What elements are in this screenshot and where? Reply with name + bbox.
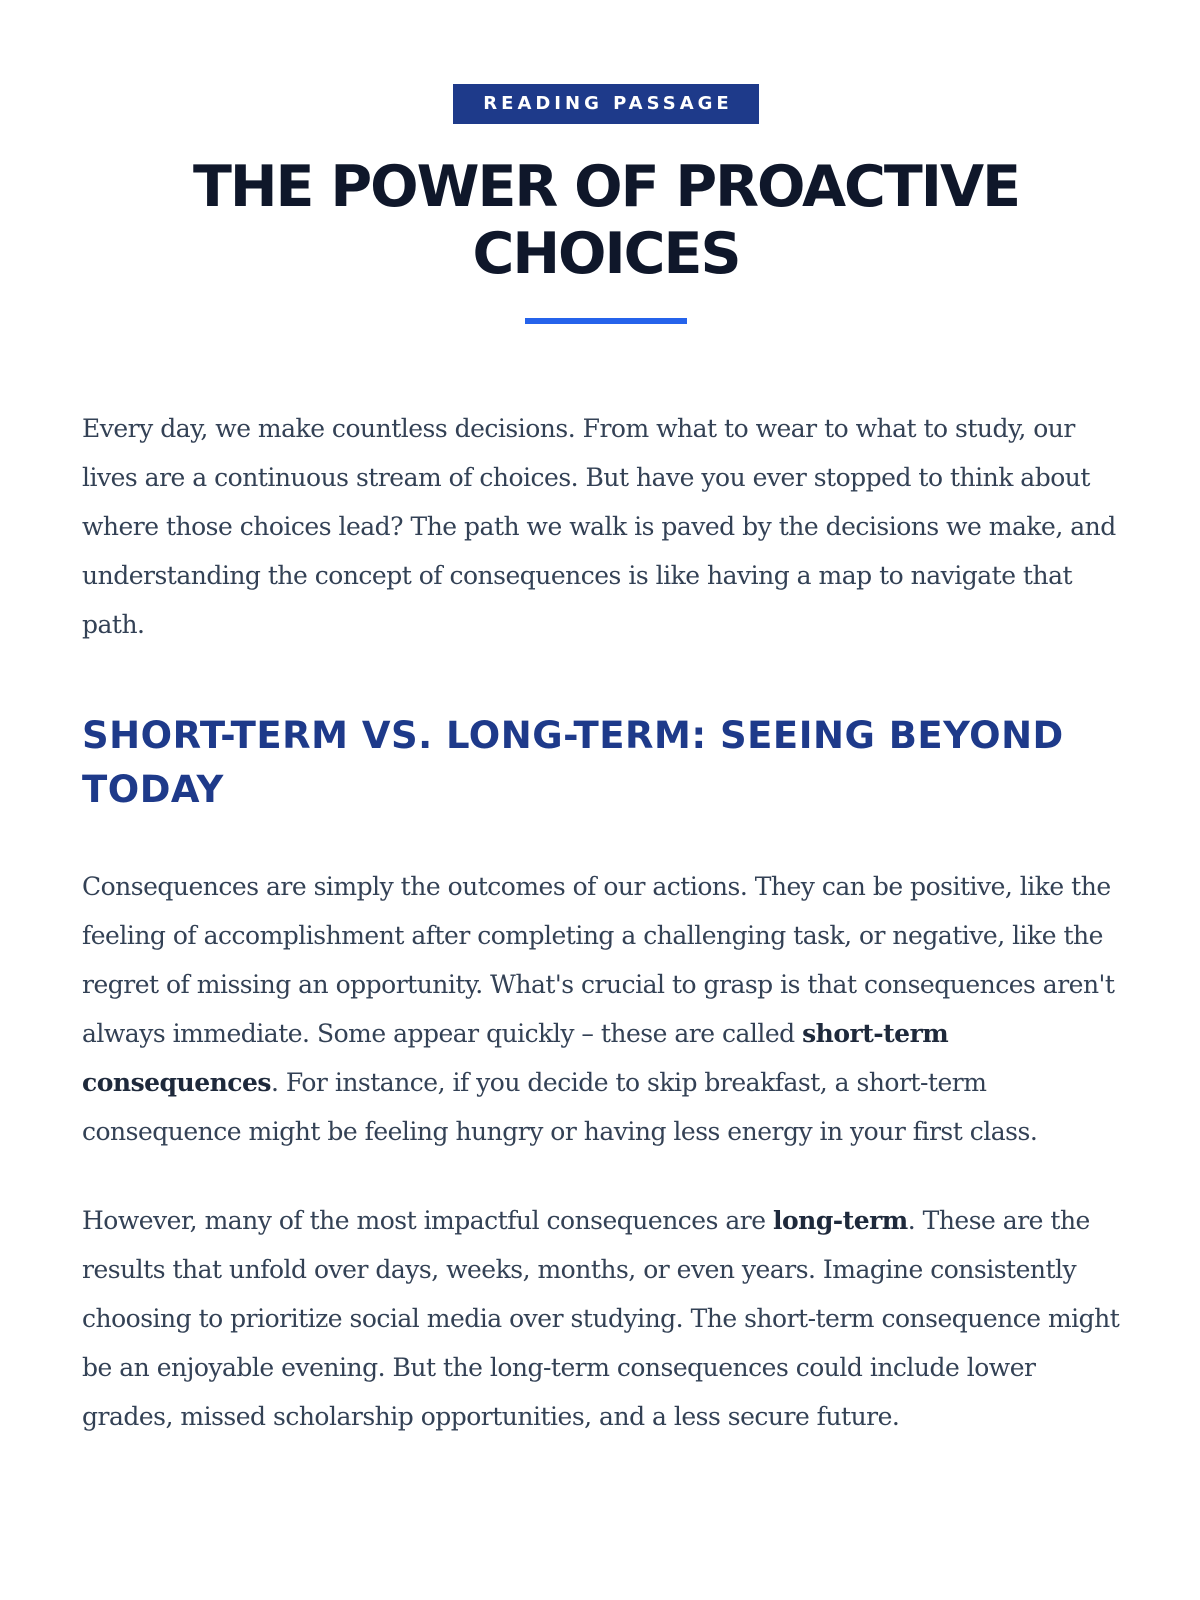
section-heading: SHORT-TERM VS. LONG-TERM: SEEING BEYOND TODAY — [82, 714, 1064, 811]
paragraph-text: . These are the results that unfold over days, weeks, months, or even years. Imagine consistently choosing to prioritize social media over studying. The short-term consequence might be an enjoyable evening. But the long-term consequences could include lower grades, missed scholarship opportunities, and a less secure future. — [82, 1206, 1120, 1431]
paragraph-text: However, many of the most impactful consequences are — [82, 1206, 773, 1235]
reading-passage — [82, 0, 1130, 1441]
page-title: THE POWER OF PROACTIVE CHOICES — [192, 154, 1020, 287]
paragraph-text: Consequences are simply the outcomes of our actions. They can be positive, like the feeling of accomplishment after completing a challenging task, or negative, like the regret of missing an opportunity. What's crucial to grasp is that consequences aren't always immediate. Some appear quickly – these are called — [82, 872, 1115, 1048]
bold-term-short-term: short-term consequences — [82, 1019, 949, 1097]
long-term-paragraph — [82, 1196, 1130, 1441]
paragraph-text: . For instance, if you decide to skip breakfast, a short-term consequence might be feeling hungry or having less energy in your first class. — [82, 1068, 1038, 1146]
short-term-paragraph — [82, 862, 1130, 1156]
bold-term-long-term: long-term — [772, 1206, 908, 1235]
title-underline-divider — [525, 318, 687, 324]
reading-passage-badge: READING PASSAGE — [453, 84, 758, 124]
intro-paragraph: Every day, we make countless decisions. From what to wear to what to study, our lives are a continuous stream of choices. But have you ever stopped to think about where those choices lead? The path we walk is paved by the decisions we make, and understanding the concept of consequences is like having a map to navigate that path. — [82, 414, 1116, 639]
passage-header — [82, 0, 1130, 324]
